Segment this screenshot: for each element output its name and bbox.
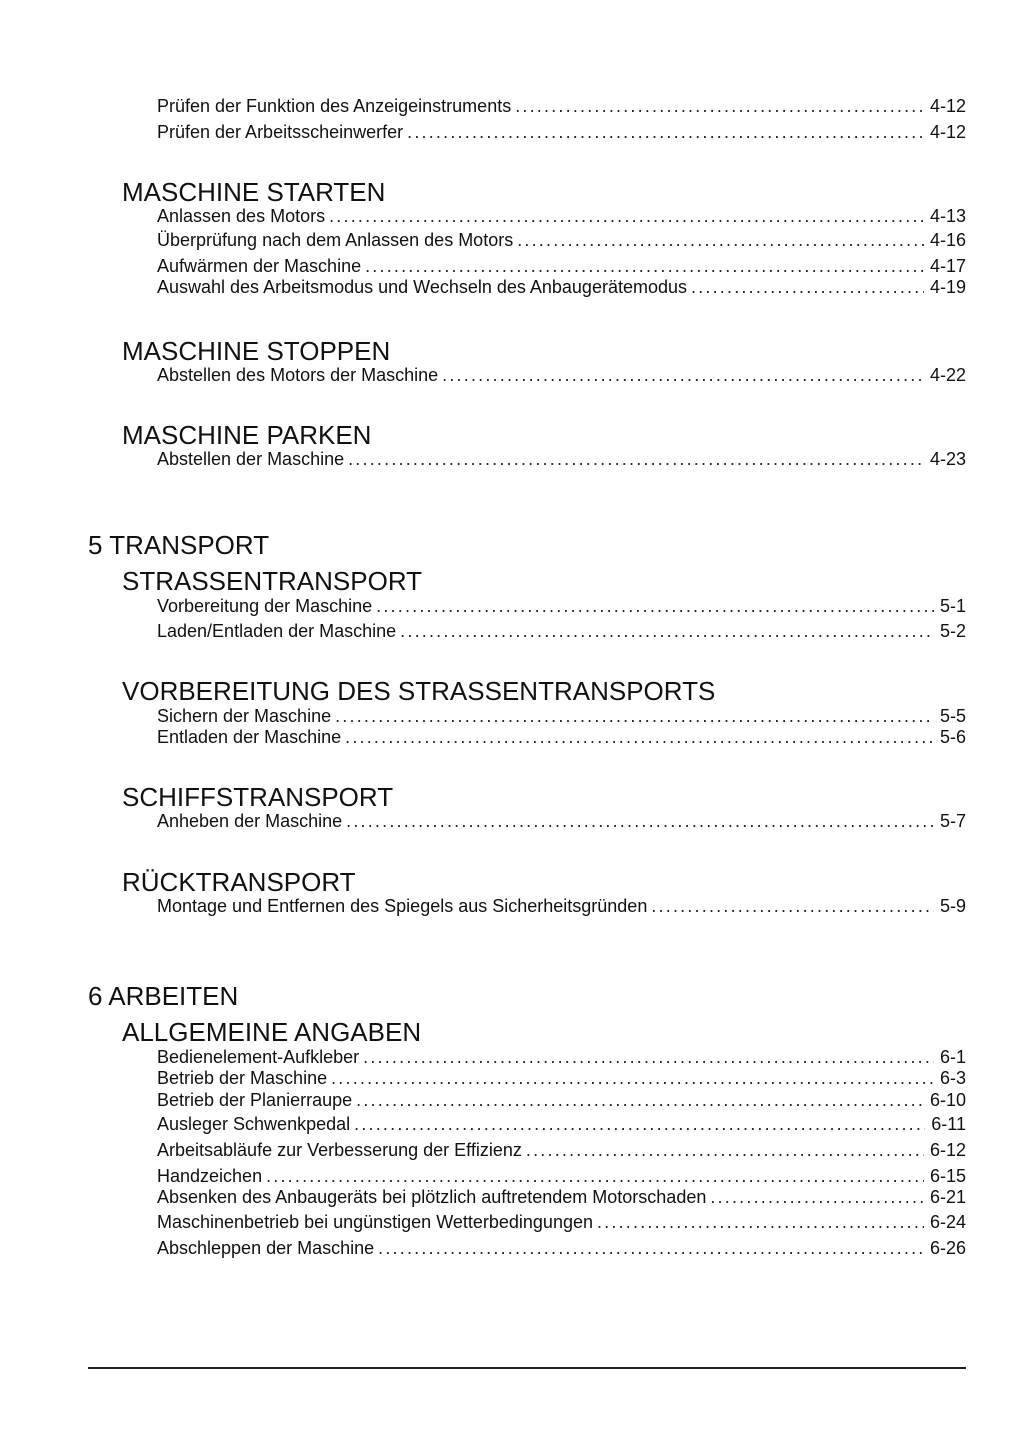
toc-entry-page: 5-2 (939, 621, 966, 641)
toc-entry-page: 4-23 (929, 449, 966, 469)
toc-entry-page: 4-17 (929, 256, 966, 276)
section-heading-schiffstransport: SCHIFFSTRANSPORT (122, 782, 394, 812)
toc-entry[interactable] (157, 1211, 966, 1233)
toc-entry-page: 5-7 (939, 811, 966, 831)
toc-entry-title: Sichern der Maschine (157, 706, 332, 726)
dot-leader (335, 705, 934, 727)
dot-leader (329, 205, 924, 227)
dot-leader (442, 364, 924, 386)
toc-entry-title: Abstellen des Motors der Maschine (157, 365, 439, 385)
toc-entry-page: 4-22 (929, 365, 966, 385)
toc-entry[interactable] (157, 1237, 966, 1259)
toc-entry-title: Laden/Entladen der Maschine (157, 621, 397, 641)
toc-entry-page: 5-1 (939, 596, 966, 616)
dot-leader (407, 121, 924, 143)
toc-entry[interactable] (157, 276, 966, 298)
dot-leader (363, 1046, 934, 1068)
section-heading-maschine-parken: MASCHINE PARKEN (122, 420, 372, 450)
toc-entry-page: 4-12 (929, 122, 966, 142)
toc-entry-page: 6-10 (929, 1090, 966, 1110)
section-heading-vorbereitung: VORBEREITUNG DES STRASSENTRANSPORTS (122, 676, 716, 706)
toc-entry[interactable] (157, 1067, 966, 1089)
toc-entry[interactable] (157, 95, 966, 117)
toc-entry-title: Abschleppen der Maschine (157, 1238, 375, 1258)
toc-entry-page: 6-26 (929, 1238, 966, 1258)
toc-entry-title: Ausleger Schwenkpedal (157, 1114, 351, 1134)
toc-entry[interactable] (157, 364, 966, 386)
toc-entry-title: Absenken des Anbaugeräts bei plötzlich auftretendem Motorschaden (157, 1187, 707, 1207)
toc-entry-page: 4-16 (929, 230, 966, 250)
section-heading-ruecktransport: RÜCKTRANSPORT (122, 867, 356, 897)
dot-leader (400, 620, 934, 642)
toc-entry-title: Überprüfung nach dem Anlassen des Motors (157, 230, 514, 250)
toc-entry-title: Auswahl des Arbeitsmodus und Wechseln des Anbaugerätemodus (157, 277, 687, 297)
dot-leader (365, 255, 924, 277)
toc-entry-page: 6-3 (939, 1068, 966, 1088)
toc-entry-page: 6-15 (929, 1166, 966, 1186)
toc-entry[interactable] (157, 1139, 966, 1161)
toc-entry-title: Betrieb der Maschine (157, 1068, 328, 1088)
toc-entry-page: 5-9 (939, 896, 966, 916)
dot-leader (266, 1165, 924, 1187)
section-heading-maschine-starten: MASCHINE STARTEN (122, 177, 386, 207)
toc-entry-title: Vorbereitung der Maschine (157, 596, 373, 616)
toc-entry-page: 6-12 (929, 1140, 966, 1160)
toc-entry[interactable] (157, 705, 966, 727)
toc-entry[interactable] (157, 895, 966, 917)
dot-leader (691, 276, 924, 298)
toc-entry-title: Entladen der Maschine (157, 727, 342, 747)
toc-entry[interactable] (157, 448, 966, 470)
toc-entry[interactable] (157, 810, 966, 832)
dot-leader (356, 1089, 924, 1111)
toc-entry[interactable] (157, 595, 966, 617)
toc-entry[interactable] (157, 229, 966, 251)
toc-entry-title: Arbeitsabläufe zur Verbesserung der Effizienz (157, 1140, 522, 1160)
toc-entry-title: Aufwärmen der Maschine (157, 256, 362, 276)
dot-leader (331, 1067, 934, 1089)
toc-entry[interactable] (157, 1046, 966, 1068)
toc-entry-page: 6-11 (931, 1114, 966, 1134)
dot-leader (345, 726, 934, 748)
dot-leader (378, 1237, 924, 1259)
toc-entry[interactable] (157, 205, 966, 227)
chapter-heading-transport: 5 TRANSPORT (88, 530, 270, 560)
dot-leader (597, 1211, 924, 1233)
toc-entry[interactable] (157, 121, 966, 143)
toc-entry-title: Prüfen der Funktion des Anzeigeinstruments (157, 96, 512, 116)
toc-entry-page: 5-5 (939, 706, 966, 726)
chapter-heading-arbeiten: 6 ARBEITEN (88, 981, 239, 1011)
toc-entry[interactable] (157, 1089, 966, 1111)
section-heading-strassentransport: STRASSENTRANSPORT (122, 566, 423, 596)
toc-entry-page: 4-19 (929, 277, 966, 297)
toc-entry[interactable] (157, 1113, 966, 1135)
dot-leader (354, 1113, 925, 1135)
toc-entry-title: Montage und Entfernen des Spiegels aus Sicherheitsgründen (157, 896, 648, 916)
dot-leader (376, 595, 934, 617)
toc-entry-page: 6-21 (929, 1187, 966, 1207)
dot-leader (517, 229, 924, 251)
dot-leader (526, 1139, 924, 1161)
toc-entry[interactable] (157, 726, 966, 748)
toc-entry-page: 6-1 (939, 1047, 966, 1067)
dot-leader (348, 448, 924, 470)
toc-entry-title: Maschinenbetrieb bei ungünstigen Wetterbedingungen (157, 1212, 593, 1232)
toc-entry-title: Anlassen des Motors (157, 206, 326, 226)
footer-rule (88, 1367, 966, 1369)
toc-entry[interactable] (157, 1186, 966, 1208)
toc-entry-title: Handzeichen (157, 1166, 263, 1186)
toc-entry[interactable] (157, 620, 966, 642)
dot-leader (651, 895, 934, 917)
dot-leader (710, 1186, 924, 1208)
toc-entry[interactable] (157, 255, 966, 277)
toc-entry-page: 6-24 (929, 1212, 966, 1232)
toc-entry-title: Anheben der Maschine (157, 811, 343, 831)
toc-entry-title: Bedienelement-Aufkleber (157, 1047, 360, 1067)
toc-entry-page: 4-12 (929, 96, 966, 116)
section-heading-maschine-stoppen: MASCHINE STOPPEN (122, 336, 391, 366)
toc-entry-page: 5-6 (939, 727, 966, 747)
dot-leader (346, 810, 934, 832)
dot-leader (515, 95, 924, 117)
toc-entry-title: Abstellen der Maschine (157, 449, 345, 469)
toc-entry-title: Prüfen der Arbeitsscheinwerfer (157, 122, 404, 142)
section-heading-allgemeine-angaben: ALLGEMEINE ANGABEN (122, 1017, 422, 1047)
toc-entry[interactable] (157, 1165, 966, 1187)
toc-entry-page: 4-13 (929, 206, 966, 226)
toc-entry-title: Betrieb der Planierraupe (157, 1090, 353, 1110)
